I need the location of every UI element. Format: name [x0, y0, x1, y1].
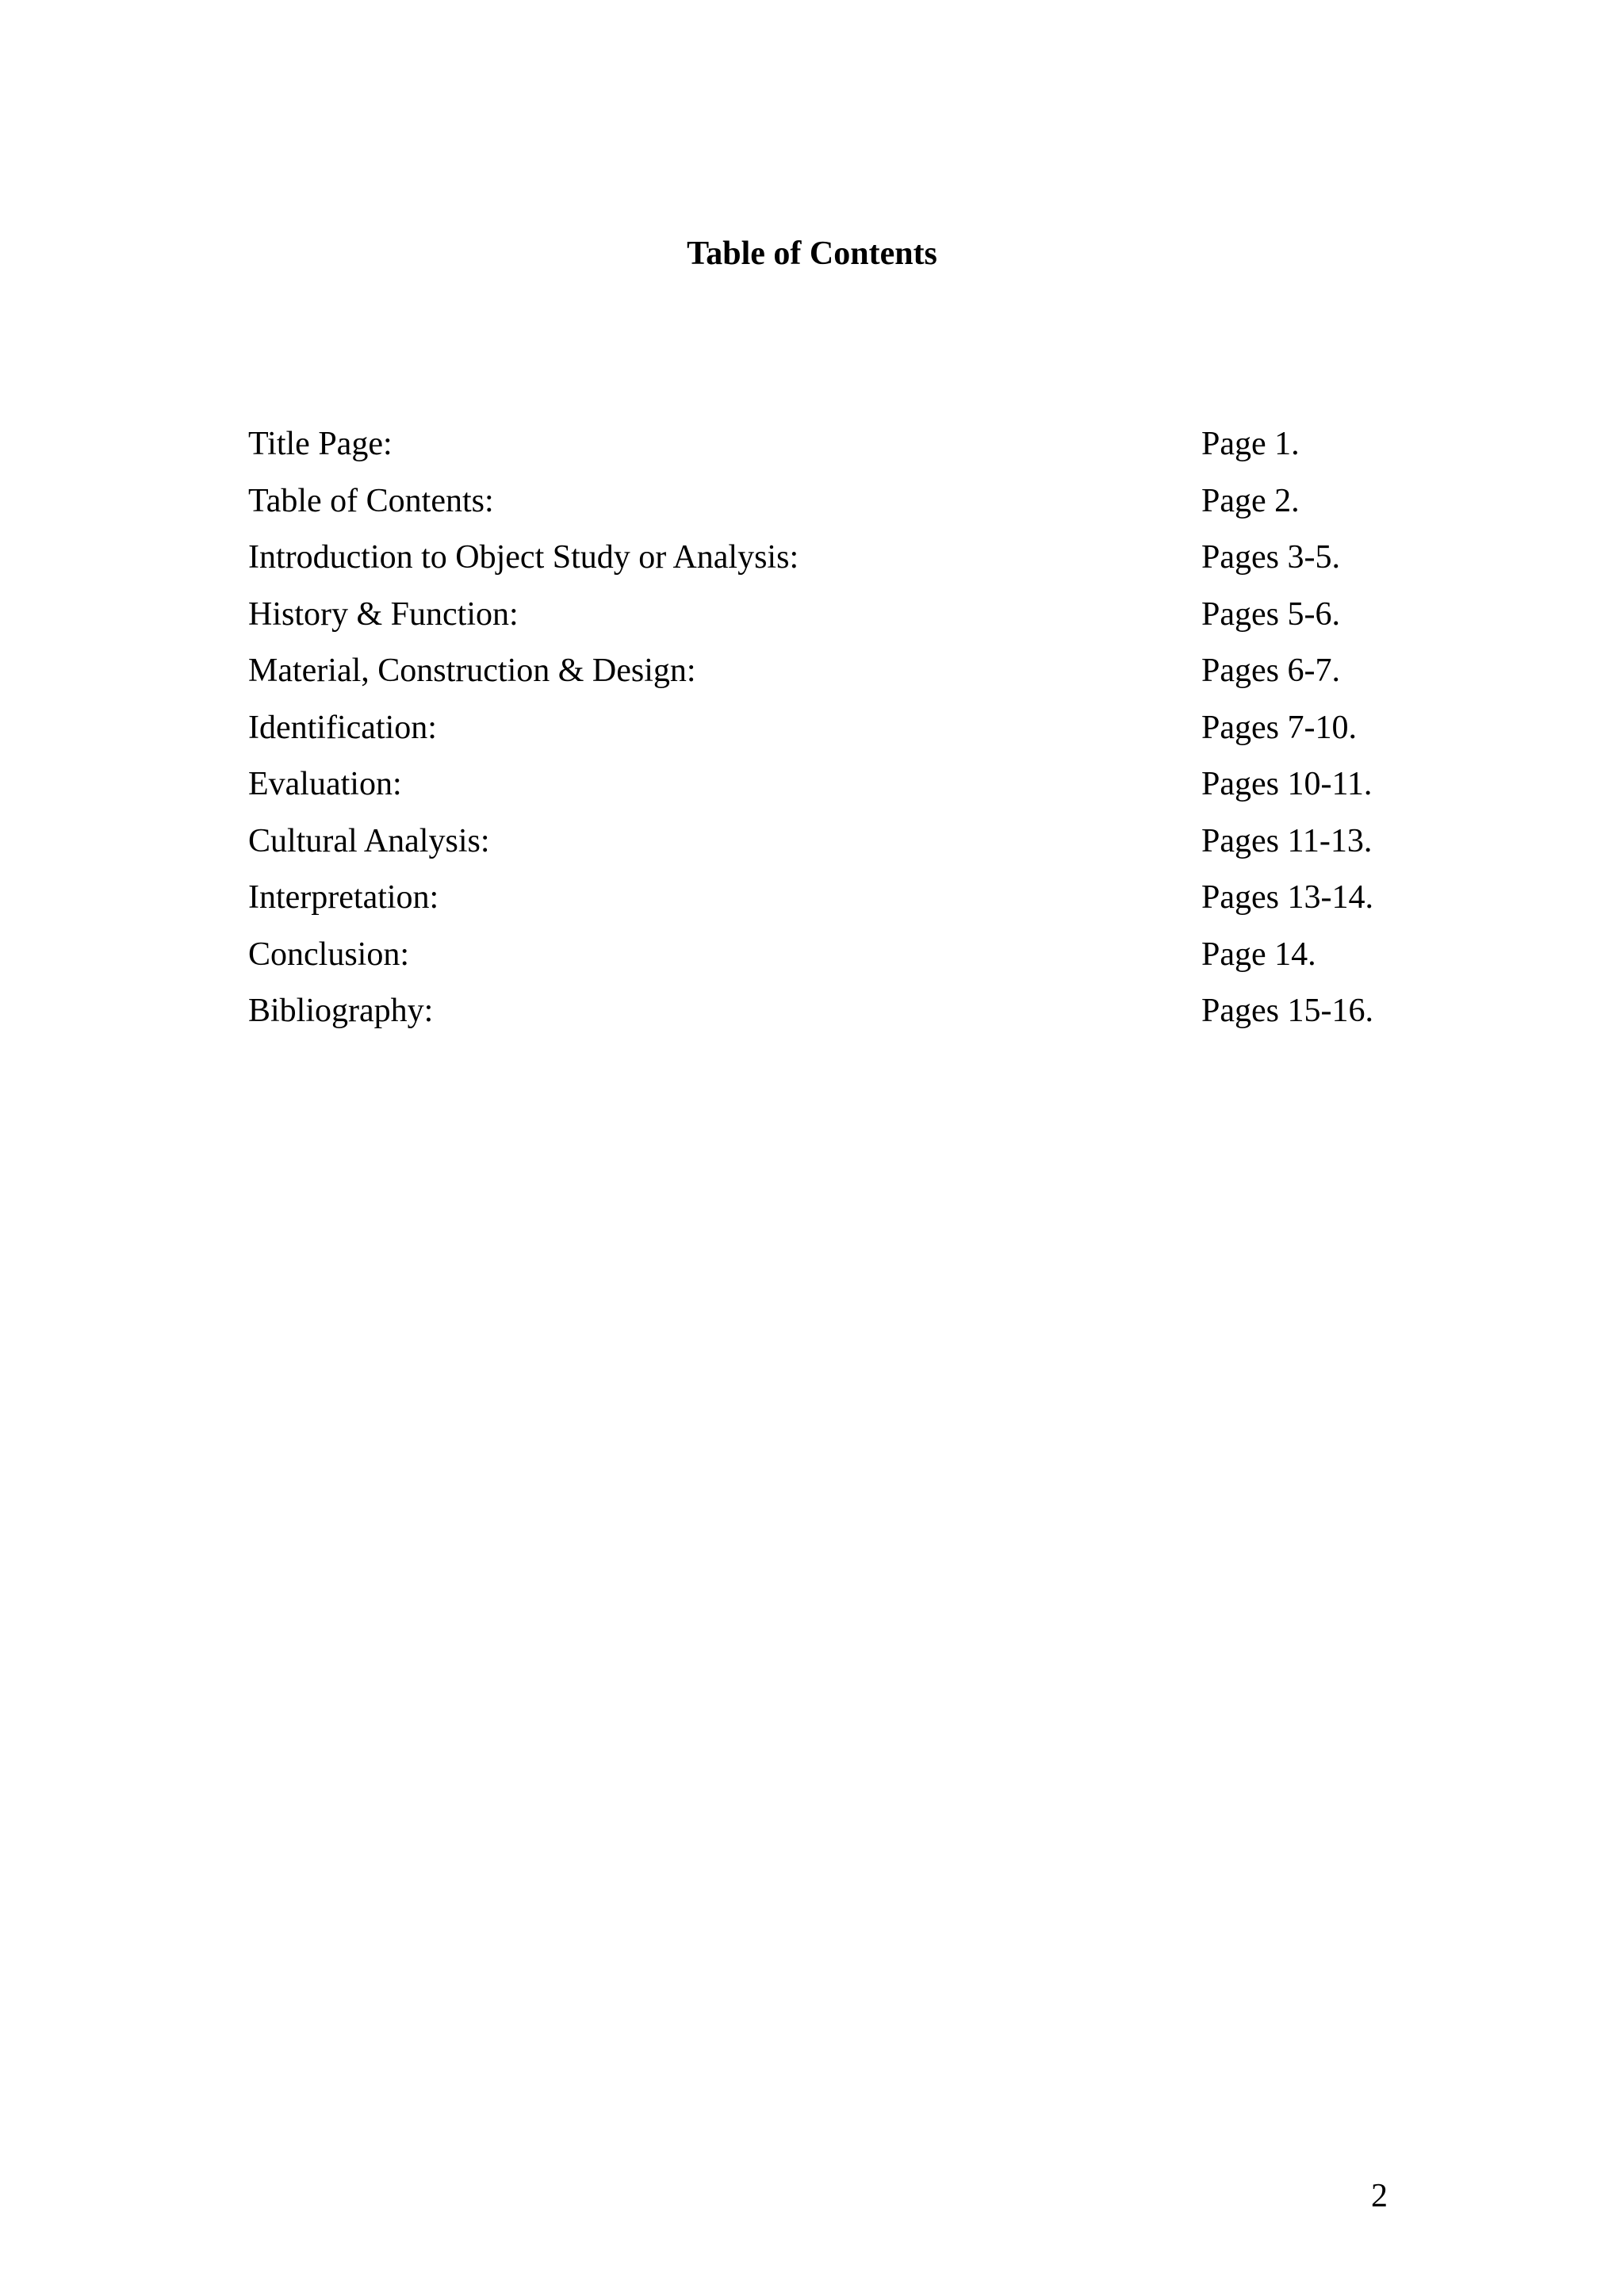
toc-entry-pages: Pages 3-5. [1201, 539, 1340, 576]
toc-entry-pages: Pages 7-10. [1201, 709, 1357, 746]
toc-entry-label: Introduction to Object Study or Analysis: [248, 539, 799, 576]
toc-entry-label: Interpretation: [248, 879, 439, 916]
toc-entry-pages: Pages 13-14. [1201, 879, 1373, 916]
toc-entry-pages: Page 2. [1201, 482, 1300, 519]
toc-entry-introduction [248, 534, 1398, 591]
toc-entry-interpretation [248, 874, 1398, 931]
toc-entry-pages: Pages 15-16. [1201, 993, 1373, 1029]
toc-entry-evaluation [248, 760, 1398, 817]
toc-entry-pages: Pages 11-13. [1201, 822, 1373, 859]
page-number: 2 [1371, 2178, 1388, 2214]
toc-entry-material-construction-design [248, 647, 1398, 704]
toc-entry-pages: Page 14. [1201, 936, 1316, 973]
toc-entry-pages: Page 1. [1201, 426, 1300, 462]
toc-entry-title-page [248, 420, 1398, 477]
toc-entry-pages: Pages 6-7. [1201, 652, 1340, 689]
toc-entry-label: Material, Construction & Design: [248, 652, 696, 689]
toc-entry-pages: Pages 10-11. [1201, 766, 1373, 802]
page-title: Table of Contents [687, 235, 937, 272]
toc-entry-table-of-contents [248, 477, 1398, 534]
toc-entry-identification [248, 704, 1398, 761]
toc-entry-cultural-analysis [248, 817, 1398, 874]
toc-entry-history-function [248, 591, 1398, 648]
toc-list [248, 420, 1398, 1044]
toc-entry-bibliography [248, 987, 1398, 1044]
toc-entry-pages: Pages 5-6. [1201, 595, 1340, 633]
toc-entry-label: Identification: [248, 709, 437, 746]
toc-entry-label: Conclusion: [248, 936, 410, 973]
toc-entry-label: Cultural Analysis: [248, 822, 490, 859]
toc-entry-label: Evaluation: [248, 766, 402, 802]
toc-entry-conclusion [248, 931, 1398, 988]
toc-entry-label: History & Function: [248, 595, 519, 633]
toc-entry-label: Bibliography: [248, 993, 434, 1029]
toc-entry-label: Title Page: [248, 426, 393, 462]
toc-entry-label: Table of Contents: [248, 482, 494, 519]
